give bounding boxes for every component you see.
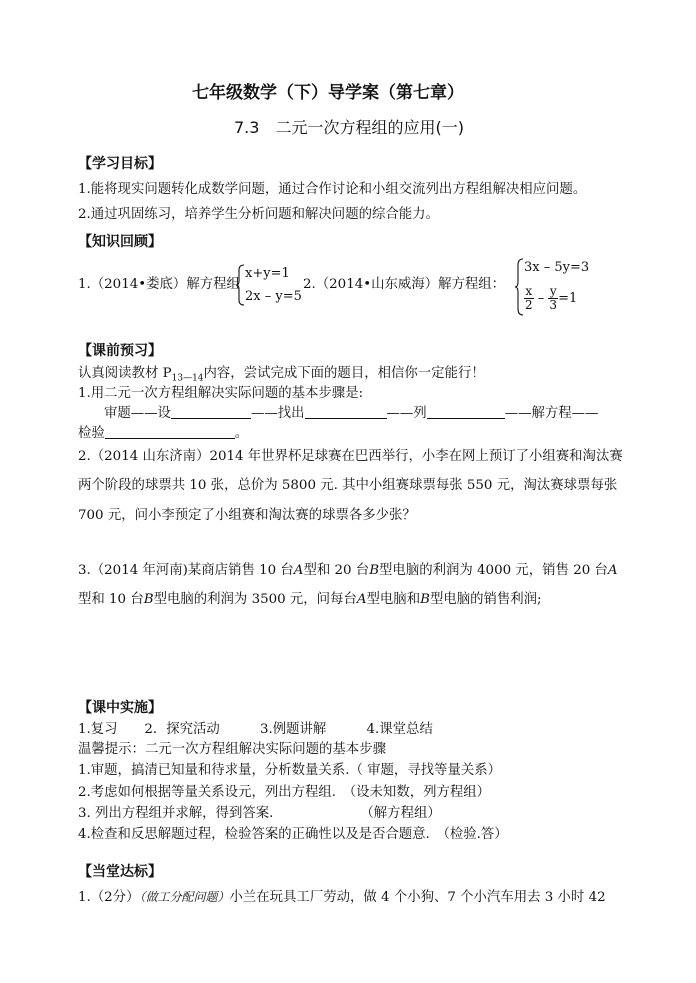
preview-intro: 认真阅读教材 $P_{13—14}$内容，尝试完成下面的题目，相信你一定能行！ [78,366,485,384]
review-q1-equation-1: x+y=1 [245,266,290,281]
inclass-step-1: 1.审题，搞清已知量和待求量，分析数量关系.（ 审题，寻找等量关系） [78,763,502,778]
inclass-step-3: 3. 列出方程组并求解，得到答案. （解方程组） [78,806,441,821]
target-question-1: 1.（2分）（做工分配问题）小兰在玩具工厂劳动，做 4 个小狗、7 个小汽车用去 3 小时 42 [78,890,606,905]
section-heading-goals: 【学习目标】 [78,156,162,172]
goal-item-2: 2.通过巩固练习，培养学生分析问题和解决问题的综合能力。 [78,207,439,222]
section-heading-target: 【当堂达标】 [78,864,162,880]
fraction-x-over-2: $\frac{x}{2}$ [525,284,533,312]
fill-blank[interactable] [171,404,251,419]
preview-question-2-line-1: 2.（2014 山东济南）2014 年世界杯足球赛在巴西举行，小李在网上预订了小组赛和淘汰赛 [78,449,623,464]
preview-question-2-line-2: 两个阶段的球票共 10 张，总价为 5800 元. 其中小组赛球票每张 550 元，淘汰赛球票每张 [78,478,618,493]
preview-steps-line-2: 检验 。 [78,426,249,441]
preview-question-1: 1.用二元一次方程组解决实际问题的基本步骤是: [78,386,364,401]
page-title: 七年级数学（下）导学案（第七章） [192,83,464,103]
review-q2-equation-1: 3x – 5y=3 [524,260,590,275]
review-question-1-label: 1.（2014•娄底）解方程组 [78,277,240,292]
preview-steps-line: 审题——设 ——找出 ——列 ——解方程—— [104,406,599,421]
preview-question-3-line-2: 型和 10 台B型电脑的利润为 3500 元，问每台A型电脑和B型电脑的销售利润; [78,592,542,607]
left-brace-icon [514,258,524,316]
inclass-tip: 温馨提示：二元一次方程组解决实际问题的基本步骤 [78,742,386,757]
preview-question-2-line-3: 700 元，问小李预定了小组赛和淘汰赛的球票各多少张？ [78,508,416,523]
left-brace-icon [235,264,245,306]
goal-item-1: 1.能将现实问题转化成数学问题，通过合作讨论和小组交流列出方程组解决相应问题。 [78,182,587,197]
fill-blank[interactable] [105,424,235,439]
fill-blank[interactable] [427,404,505,419]
preview-question-3-line-1: 3.（2014 年河南)某商店销售 10 台A型和 20 台B型电脑的利润为 4000 元，销售 20 台A [78,563,618,578]
review-q1-equation-2: 2x – y=5 [245,289,302,304]
fraction-y-over-3: $\frac{y}{3}$ [549,284,558,312]
section-heading-review: 【知识回顾】 [78,234,162,250]
inclass-step-2: 2.考虑如何根据等量关系设元，列出方程组. （设未知数，列方程组） [78,785,491,800]
section-heading-inclass: 【课中实施】 [78,700,162,716]
fill-blank[interactable] [305,404,387,419]
lesson-subtitle: 7.3 二元一次方程组的应用(一) [234,118,464,137]
section-heading-preview: 【课前预习】 [78,343,162,359]
review-question-2-label: 2.（2014•山东威海）解方程组： [303,277,506,292]
inclass-agenda: 1.复习 2．探究活动 3.例题讲解 4.课堂总结 [78,722,433,737]
review-q2-equation-2: $\frac{x}{2}$ – $\frac{y}{3}$ =1 [525,284,578,312]
inclass-step-4: 4.检查和反思解题过程，检验答案的正确性以及是否合题意. （检验.答） [78,827,508,842]
